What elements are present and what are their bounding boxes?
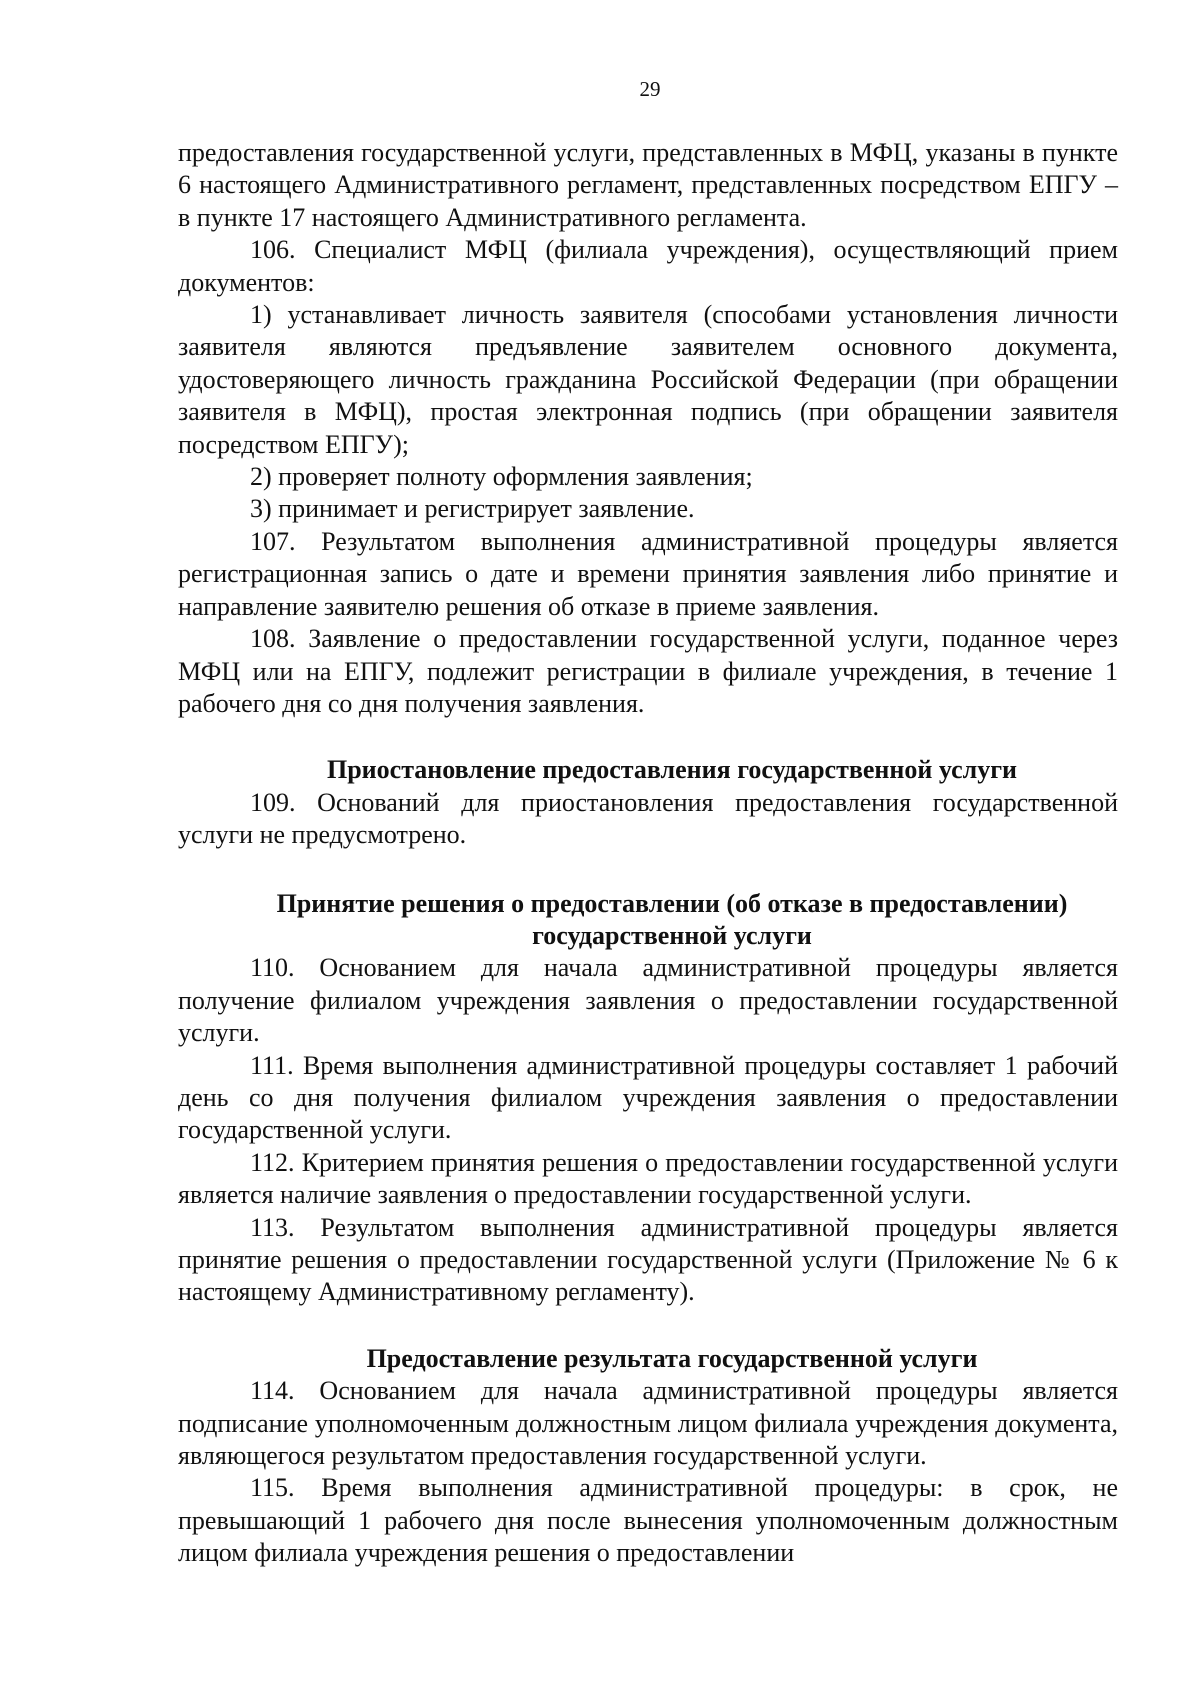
paragraph-115: 115. Время выполнения административной процедуры: в срок, не превышающий 1 рабочего дня после вынесения уполномоченным должностным лицом филиала учреждения решения о предоставлении (178, 1473, 1118, 1568)
paragraph-112: 112. Критерием принятия решения о предоставлении государственной услуги является наличие заявления о предоставлении государственной услуги. (178, 1147, 1118, 1210)
paragraph-106-item-3: 3) принимает и регистрирует заявление. (250, 494, 695, 524)
document-body (178, 137, 1118, 1570)
paragraph-106-item-1: 1) устанавливает личность заявителя (способами установления личности заявителя являются предъявление заявителем основного документа, удостоверяющего личность гражданина Российской Федерации (при обращении заявителя в МФЦ), простая электронная подпись (при обращении заявителя посредством ЕПГУ); (178, 300, 1118, 459)
paragraph-108: 108. Заявление о предоставлении государственной услуги, поданное через МФЦ или на ЕПГУ, подлежит регистрации в филиале учреждения, в течение 1 рабочего дня со дня получения заявления. (178, 624, 1118, 718)
paragraph-111: 111. Время выполнения административной процедуры составляет 1 рабочий день со дня получения филиалом учреждения заявления о предоставлении государственной услуги. (178, 1050, 1118, 1145)
section-spacer (178, 720, 1118, 754)
section-spacer (178, 1309, 1118, 1343)
section-spacer (178, 852, 1118, 888)
paragraph-114: 114. Основанием для начала административной процедуры является подписание уполномоченным должностным лицом филиала учреждения документа, являющегося результатом предоставления государственной услуги. (178, 1376, 1118, 1471)
paragraph-107: 107. Результатом выполнения административной процедуры является регистрационная запись о дате и времени принятия заявления либо принятие и направление заявителю решения об отказе в приеме заявления. (178, 526, 1118, 621)
paragraph-106: 106. Специалист МФЦ (филиала учреждения), осуществляющий прием документов: (178, 235, 1118, 297)
paragraph-106-item-2: 2) проверяет полноту оформления заявления; (250, 462, 753, 492)
paragraph-113: 113. Результатом выполнения административной процедуры является принятие решения о предоставлении государственной услуги (Приложение № 6 к настоящему Административному регламенту). (178, 1212, 1118, 1307)
paragraph-continuation: предоставления государственной услуги, представленных в МФЦ, указаны в пункте 6 настоящего Административного регламент, представленных посредством ЕПГУ – в пункте 17 настоящего Административного регламента. (178, 138, 1118, 232)
section-heading-decision: Принятие решения о предоставлении (об отказе в предоставлении) государственной услуги (276, 888, 1068, 950)
section-heading-result: Предоставление результата государственной услуги (366, 1343, 978, 1373)
paragraph-109: 109. Оснований для приостановления предоставления государственной услуги не предусмотрено. (178, 787, 1118, 850)
section-heading-suspension: Приостановление предоставления государственной услуги (326, 755, 1017, 785)
paragraph-110: 110. Основанием для начала административной процедуры является получение филиалом учреждения заявления о предоставлении государственной услуги. (178, 953, 1118, 1048)
page-number: 29 (639, 77, 661, 101)
